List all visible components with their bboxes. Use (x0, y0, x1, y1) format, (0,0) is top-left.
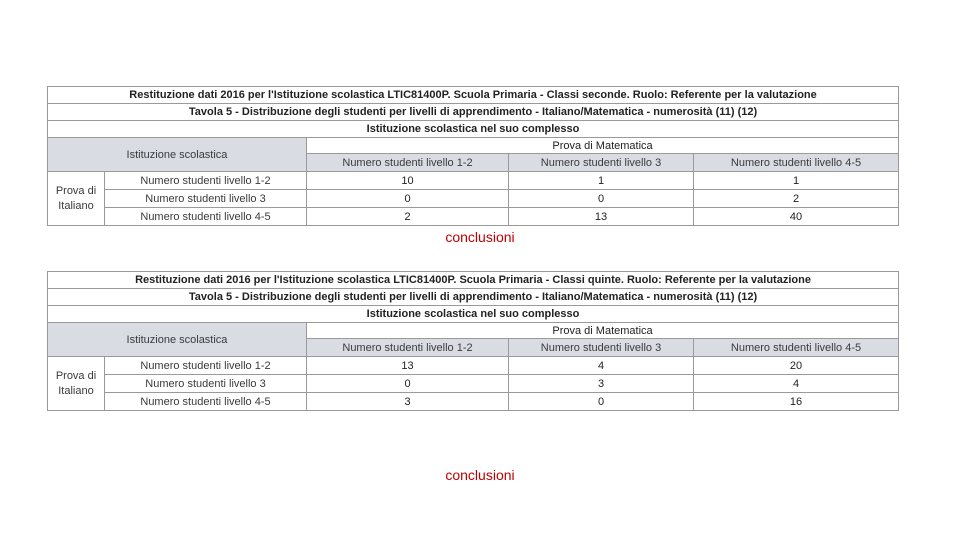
italian-test-label: Prova di Italiano (48, 172, 105, 226)
cell-value: 2 (307, 208, 509, 226)
corner-label: Istituzione scolastica (48, 138, 307, 172)
table-row (48, 190, 899, 208)
col-header: Numero studenti livello 4-5 (694, 339, 899, 357)
table-title-line2: Tavola 5 - Distribuzione degli studenti per livelli di apprendimento - Italiano/Matematica - numerosità (11) (12) (48, 104, 899, 121)
cell-value: 13 (509, 208, 694, 226)
cell-value: 13 (307, 357, 509, 375)
cell-value: 0 (307, 190, 509, 208)
row-label: Numero studenti livello 1-2 (105, 172, 307, 190)
cell-value: 3 (509, 375, 694, 393)
cell-value: 0 (307, 375, 509, 393)
col-header: Numero studenti livello 1-2 (307, 154, 509, 172)
table-title-line3: Istituzione scolastica nel suo complesso (48, 121, 899, 138)
row-label: Numero studenti livello 3 (105, 190, 307, 208)
col-header: Numero studenti livello 3 (509, 154, 694, 172)
cell-value: 2 (694, 190, 899, 208)
cell-value: 4 (509, 357, 694, 375)
cell-value: 16 (694, 393, 899, 411)
table-title-line1: Restituzione dati 2016 per l'Istituzione scolastica LTIC81400P. Scuola Primaria - Classi quinte. Ruolo: Referente per la valutazione (48, 272, 899, 289)
row-label: Numero studenti livello 3 (105, 375, 307, 393)
cell-value: 20 (694, 357, 899, 375)
table-row (48, 208, 899, 226)
row-label: Numero studenti livello 4-5 (105, 208, 307, 226)
table-row (48, 375, 899, 393)
cell-value: 1 (509, 172, 694, 190)
math-test-header: Prova di Matematica (307, 323, 899, 339)
distribution-table-quinte (47, 271, 899, 411)
cell-value: 3 (307, 393, 509, 411)
distribution-table-seconde (47, 86, 899, 226)
table-title-line2: Tavola 5 - Distribuzione degli studenti per livelli di apprendimento - Italiano/Matematica - numerosità (11) (12) (48, 289, 899, 306)
row-label: Numero studenti livello 4-5 (105, 393, 307, 411)
conclusion-label: conclusioni (445, 229, 515, 245)
col-header: Numero studenti livello 3 (509, 339, 694, 357)
italian-test-label: Prova di Italiano (48, 357, 105, 411)
corner-label: Istituzione scolastica (48, 323, 307, 357)
math-test-header: Prova di Matematica (307, 138, 899, 154)
cell-value: 1 (694, 172, 899, 190)
row-label: Numero studenti livello 1-2 (105, 357, 307, 375)
cell-value: 40 (694, 208, 899, 226)
cell-value: 0 (509, 190, 694, 208)
cell-value: 4 (694, 375, 899, 393)
table-row (48, 172, 899, 190)
table-row (48, 357, 899, 375)
cell-value: 10 (307, 172, 509, 190)
table-title-line3: Istituzione scolastica nel suo complesso (48, 306, 899, 323)
conclusion-label: conclusioni (445, 467, 515, 483)
col-header: Numero studenti livello 1-2 (307, 339, 509, 357)
col-header: Numero studenti livello 4-5 (694, 154, 899, 172)
cell-value: 0 (509, 393, 694, 411)
table-row (48, 393, 899, 411)
table-title-line1: Restituzione dati 2016 per l'Istituzione scolastica LTIC81400P. Scuola Primaria - Classi seconde. Ruolo: Referente per la valutazione (48, 87, 899, 104)
